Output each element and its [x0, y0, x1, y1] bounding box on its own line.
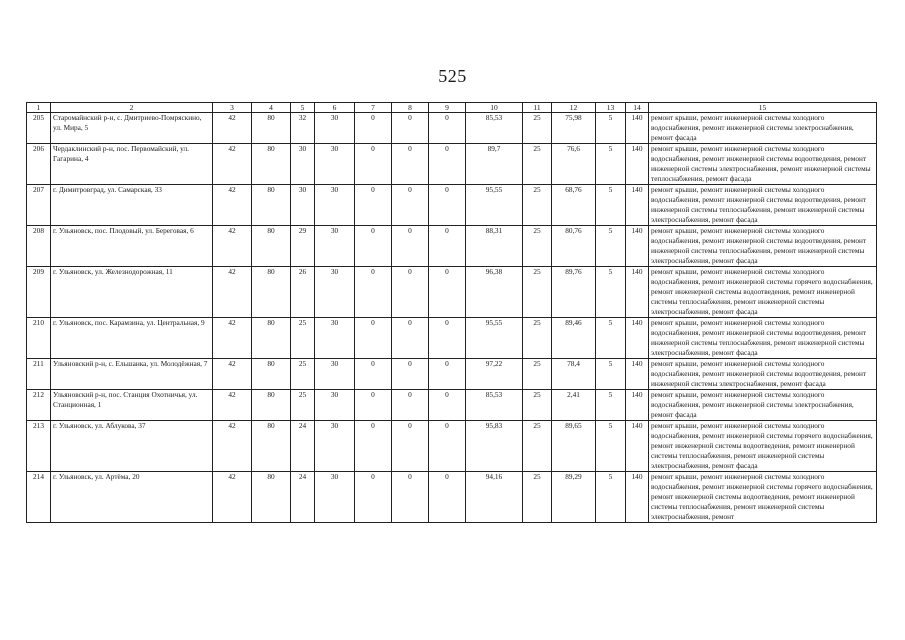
value-cell: 0	[429, 390, 466, 421]
address-cell: г. Ульяновск, пос. Плодовый, ул. Береговая, 6	[51, 226, 213, 267]
value-cell: 0	[355, 113, 392, 144]
value-cell: 42	[213, 421, 252, 472]
header-cell: 10	[466, 103, 523, 113]
value-cell: 0	[429, 185, 466, 226]
works-cell: ремонт крыши, ремонт инженерной системы холодного водоснабжения, ремонт инженерной системы электроснабжения, ремонт фасада	[649, 113, 877, 144]
page-number: 525	[438, 66, 467, 86]
header-cell: 7	[355, 103, 392, 113]
value-cell: 140	[626, 359, 649, 390]
value-cell: 140	[626, 144, 649, 185]
address-cell: г. Ульяновск, ул. Аблукова, 37	[51, 421, 213, 472]
header-cell: 8	[392, 103, 429, 113]
value-cell: 5	[596, 421, 626, 472]
header-row	[27, 103, 877, 113]
value-cell: 0	[355, 359, 392, 390]
value-cell: 29	[291, 226, 315, 267]
row-number: 211	[27, 359, 51, 390]
row-number: 206	[27, 144, 51, 185]
value-cell: 80	[252, 113, 291, 144]
table-row	[27, 421, 877, 472]
value-cell: 0	[429, 113, 466, 144]
row-number: 209	[27, 267, 51, 318]
value-cell: 78,4	[552, 359, 596, 390]
value-cell: 0	[429, 472, 466, 523]
value-cell: 0	[355, 144, 392, 185]
value-cell: 30	[315, 472, 355, 523]
works-cell: ремонт крыши, ремонт инженерной системы холодного водоснабжения, ремонт инженерной системы горячего водоснабжения, ремонт инженерной системы водоотведения, ремонт инженерной системы теплоснабжения, ремонт инженерной системы электроснабжения, ремонт	[649, 472, 877, 523]
value-cell: 0	[355, 267, 392, 318]
header-cell: 2	[51, 103, 213, 113]
value-cell: 0	[392, 185, 429, 226]
value-cell: 97,22	[466, 359, 523, 390]
value-cell: 25	[523, 267, 552, 318]
value-cell: 80	[252, 472, 291, 523]
value-cell: 5	[596, 318, 626, 359]
value-cell: 0	[429, 421, 466, 472]
value-cell: 25	[523, 472, 552, 523]
value-cell: 80,76	[552, 226, 596, 267]
works-cell: ремонт крыши, ремонт инженерной системы холодного водоснабжения, ремонт инженерной системы водоотведения, ремонт инженерной системы теплоснабжения, ремонт инженерной системы электроснабжения, ремонт фасада	[649, 318, 877, 359]
value-cell: 5	[596, 267, 626, 318]
value-cell: 85,53	[466, 113, 523, 144]
value-cell: 85,53	[466, 390, 523, 421]
value-cell: 140	[626, 421, 649, 472]
value-cell: 0	[355, 421, 392, 472]
value-cell: 0	[392, 421, 429, 472]
row-number: 207	[27, 185, 51, 226]
value-cell: 95,55	[466, 318, 523, 359]
value-cell: 5	[596, 144, 626, 185]
value-cell: 140	[626, 226, 649, 267]
value-cell: 0	[355, 472, 392, 523]
header-cell: 15	[649, 103, 877, 113]
value-cell: 5	[596, 185, 626, 226]
value-cell: 25	[523, 390, 552, 421]
value-cell: 140	[626, 267, 649, 318]
value-cell: 30	[291, 185, 315, 226]
value-cell: 80	[252, 144, 291, 185]
table-row	[27, 144, 877, 185]
address-cell: Ульяновский р-н, с. Ельшанка, ул. Молодёжная, 7	[51, 359, 213, 390]
value-cell: 30	[315, 421, 355, 472]
value-cell: 26	[291, 267, 315, 318]
address-cell: Старомайнский р-н, с. Дмитриево-Помряскино, ул. Мира, 5	[51, 113, 213, 144]
value-cell: 89,65	[552, 421, 596, 472]
value-cell: 0	[392, 318, 429, 359]
value-cell: 95,83	[466, 421, 523, 472]
value-cell: 96,38	[466, 267, 523, 318]
address-cell: г. Ульяновск, ул. Железнодорожная, 11	[51, 267, 213, 318]
value-cell: 5	[596, 226, 626, 267]
value-cell: 42	[213, 267, 252, 318]
value-cell: 2,41	[552, 390, 596, 421]
value-cell: 5	[596, 472, 626, 523]
value-cell: 95,55	[466, 185, 523, 226]
row-number: 213	[27, 421, 51, 472]
header-cell: 13	[596, 103, 626, 113]
value-cell: 25	[523, 421, 552, 472]
value-cell: 0	[355, 185, 392, 226]
table-row	[27, 267, 877, 318]
value-cell: 5	[596, 359, 626, 390]
value-cell: 0	[392, 144, 429, 185]
address-cell: Ульяновский р-н, пос. Станция Охотничья, ул. Станционная, 1	[51, 390, 213, 421]
header-cell: 9	[429, 103, 466, 113]
works-cell: ремонт крыши, ремонт инженерной системы холодного водоснабжения, ремонт инженерной системы горячего водоснабжения, ремонт инженерной системы водоотведения, ремонт инженерной системы теплоснабжения, ремонт инженерной системы электроснабжения, ремонт фасада	[649, 421, 877, 472]
value-cell: 68,76	[552, 185, 596, 226]
header-cell: 11	[523, 103, 552, 113]
address-cell: г. Ульяновск, пос. Карамзина, ул. Центральная, 9	[51, 318, 213, 359]
row-number: 212	[27, 390, 51, 421]
value-cell: 42	[213, 144, 252, 185]
value-cell: 88,31	[466, 226, 523, 267]
value-cell: 89,76	[552, 267, 596, 318]
value-cell: 140	[626, 185, 649, 226]
value-cell: 30	[315, 267, 355, 318]
value-cell: 80	[252, 390, 291, 421]
value-cell: 80	[252, 185, 291, 226]
value-cell: 80	[252, 421, 291, 472]
value-cell: 42	[213, 185, 252, 226]
address-cell: г. Ульяновск, ул. Артёма, 20	[51, 472, 213, 523]
value-cell: 25	[523, 185, 552, 226]
table-row	[27, 185, 877, 226]
value-cell: 80	[252, 318, 291, 359]
table-row	[27, 359, 877, 390]
value-cell: 80	[252, 267, 291, 318]
address-cell: Чердаклинский р-н, пос. Первомайский, ул. Гагарина, 4	[51, 144, 213, 185]
value-cell: 42	[213, 359, 252, 390]
table-row	[27, 226, 877, 267]
value-cell: 89,46	[552, 318, 596, 359]
value-cell: 32	[291, 113, 315, 144]
row-number: 210	[27, 318, 51, 359]
value-cell: 24	[291, 421, 315, 472]
value-cell: 0	[355, 390, 392, 421]
value-cell: 0	[392, 390, 429, 421]
value-cell: 5	[596, 390, 626, 421]
header-cell: 4	[252, 103, 291, 113]
value-cell: 30	[315, 318, 355, 359]
table-row	[27, 318, 877, 359]
value-cell: 140	[626, 318, 649, 359]
address-cell: г. Димитровград, ул. Самарская, 33	[51, 185, 213, 226]
value-cell: 25	[291, 359, 315, 390]
value-cell: 140	[626, 390, 649, 421]
header-cell: 5	[291, 103, 315, 113]
row-number: 208	[27, 226, 51, 267]
value-cell: 25	[291, 318, 315, 359]
value-cell: 76,6	[552, 144, 596, 185]
header-cell: 12	[552, 103, 596, 113]
value-cell: 0	[429, 359, 466, 390]
value-cell: 5	[596, 113, 626, 144]
works-cell: ремонт крыши, ремонт инженерной системы холодного водоснабжения, ремонт инженерной системы водоотведения, ремонт инженерной системы теплоснабжения, ремонт инженерной системы электроснабжения, ремонт фасада	[649, 185, 877, 226]
value-cell: 89,7	[466, 144, 523, 185]
value-cell: 80	[252, 359, 291, 390]
header-cell: 1	[27, 103, 51, 113]
table-body	[27, 103, 877, 523]
value-cell: 30	[315, 390, 355, 421]
value-cell: 0	[429, 318, 466, 359]
value-cell: 94,16	[466, 472, 523, 523]
value-cell: 25	[523, 318, 552, 359]
header-cell: 3	[213, 103, 252, 113]
works-cell: ремонт крыши, ремонт инженерной системы холодного водоснабжения, ремонт инженерной системы горячего водоснабжения, ремонт инженерной системы водоотведения, ремонт инженерной системы теплоснабжения, ремонт инженерной системы электроснабжения, ремонт фасада	[649, 267, 877, 318]
value-cell: 80	[252, 226, 291, 267]
value-cell: 30	[315, 144, 355, 185]
value-cell: 89,29	[552, 472, 596, 523]
value-cell: 30	[315, 226, 355, 267]
value-cell: 42	[213, 472, 252, 523]
table-row	[27, 472, 877, 523]
header-cell: 6	[315, 103, 355, 113]
value-cell: 0	[355, 226, 392, 267]
value-cell: 42	[213, 226, 252, 267]
value-cell: 140	[626, 472, 649, 523]
value-cell: 0	[392, 472, 429, 523]
works-cell: ремонт крыши, ремонт инженерной системы холодного водоснабжения, ремонт инженерной системы водоотведения, ремонт инженерной системы теплоснабжения, ремонт инженерной системы электроснабжения, ремонт фасада	[649, 226, 877, 267]
header-cell: 14	[626, 103, 649, 113]
value-cell: 0	[355, 318, 392, 359]
value-cell: 42	[213, 113, 252, 144]
value-cell: 25	[291, 390, 315, 421]
row-number: 205	[27, 113, 51, 144]
works-cell: ремонт крыши, ремонт инженерной системы холодного водоснабжения, ремонт инженерной системы водоотведения, ремонт инженерной системы электроснабжения, ремонт инженерной системы теплоснабжения, ремонт фасада	[649, 144, 877, 185]
value-cell: 25	[523, 359, 552, 390]
value-cell: 30	[315, 185, 355, 226]
value-cell: 75,98	[552, 113, 596, 144]
value-cell: 42	[213, 390, 252, 421]
table-row	[27, 113, 877, 144]
value-cell: 0	[392, 267, 429, 318]
value-cell: 25	[523, 113, 552, 144]
table-row	[27, 390, 877, 421]
value-cell: 0	[392, 226, 429, 267]
value-cell: 24	[291, 472, 315, 523]
value-cell: 42	[213, 318, 252, 359]
value-cell: 0	[429, 226, 466, 267]
value-cell: 30	[291, 144, 315, 185]
works-cell: ремонт крыши, ремонт инженерной системы холодного водоснабжения, ремонт инженерной системы электроснабжения, ремонт фасада	[649, 390, 877, 421]
value-cell: 0	[429, 144, 466, 185]
value-cell: 25	[523, 144, 552, 185]
works-cell: ремонт крыши, ремонт инженерной системы холодного водоснабжения, ремонт инженерной системы водоотведения, ремонт инженерной системы электроснабжения, ремонт фасада	[649, 359, 877, 390]
value-cell: 0	[392, 113, 429, 144]
value-cell: 25	[523, 226, 552, 267]
value-cell: 140	[626, 113, 649, 144]
value-cell: 0	[392, 359, 429, 390]
value-cell: 30	[315, 359, 355, 390]
value-cell: 30	[315, 113, 355, 144]
row-number: 214	[27, 472, 51, 523]
value-cell: 0	[429, 267, 466, 318]
buildings-table	[26, 102, 877, 523]
